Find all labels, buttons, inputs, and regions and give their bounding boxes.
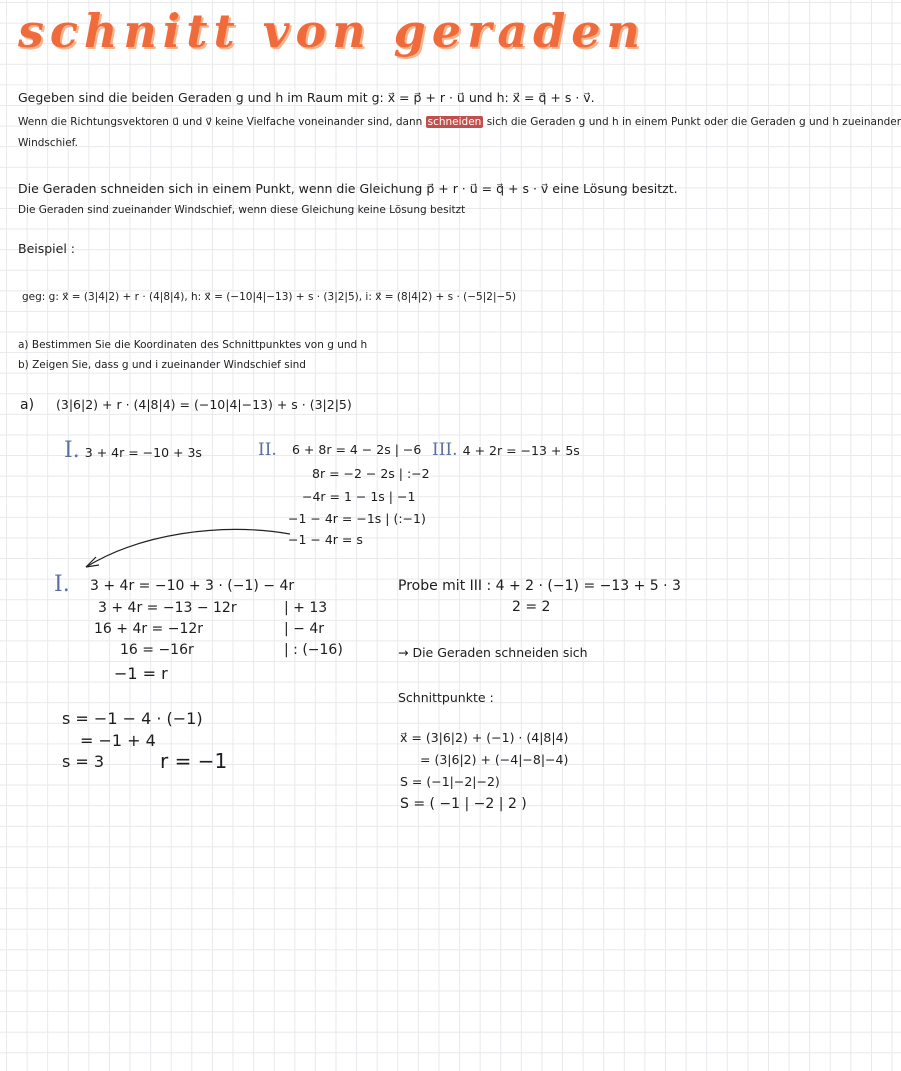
intersection-line-4: S = ( −1 | −2 | 2 ) [400,796,527,812]
intersection-line-3: S = (−1|−2|−2) [400,774,500,789]
rule-line-2: Die Geraden sind zueinander Windschief, wenn diese Gleichung keine Lösung besitzt [18,204,466,216]
task-b: b) Zeigen Sie, dass g und i zueinander Windschief sind [18,359,306,371]
intro-line-2-post: sich die Geraden g und h in einem Punkt oder die Geraden g und h zueinander [486,116,901,128]
example-given: geg: g: x⃗ = (3|4|2) + r · (4|8|4), h: x⃗ = (−10|4|−13) + s · (3|2|5), i: x⃗ = (8|4|2) + s · (−5|2|−5) [22,291,517,303]
vector-equation: (3|6|2) + r · (4|8|4) = (−10|4|−13) + s · (3|2|5) [56,397,352,412]
intersection-line-1: x⃗ = (3|6|2) + (−1) · (4|8|4) [400,730,569,745]
eq-II-line-5: −1 − 4r = s [288,532,363,547]
s-calc-line-3: s = 3 [62,752,105,771]
roman-II: II. [258,440,277,460]
intersection-line-2: = (3|6|2) + (−4|−8|−4) [420,752,569,767]
subst-op-1: | + 13 [284,600,328,616]
check-line-1: Probe mit III : 4 + 2 · (−1) = −13 + 5 · 3 [398,578,681,594]
eq-label: a) [20,397,35,413]
roman-III: III. [432,440,458,460]
eq-I-text: 3 + 4r = −10 + 3s [84,445,202,460]
eq-II-line-2: 8r = −2 − 2s | :−2 [312,466,430,481]
subst-line-3: 16 + 4r = −12r [94,621,204,637]
rule-line-1: Die Geraden schneiden sich in einem Punkt, wenn die Gleichung p⃗ + r · u⃗ = q⃗ + s · v⃗ eine Lösung besitzt. [18,181,678,196]
s-calc-line-1: s = −1 − 4 · (−1) [62,709,203,728]
example-label: Beispiel : [18,241,76,256]
intro-line-3: Windschief. [18,137,78,149]
page-title: schnitt von geraden [18,4,646,58]
roman-I-2: I. [54,572,70,597]
subst-label [54,572,70,597]
check-line-2: 2 = 2 [512,599,551,615]
check-conclusion: → Die Geraden schneiden sich [398,645,588,660]
roman-I: I. [64,438,80,463]
subst-line-4: 16 = −16r [120,642,194,658]
arrow-head [86,557,99,567]
subst-op-2: | − 4r [284,621,325,637]
subst-line-5: −1 = r [114,664,168,683]
intersection-label: Schnittpunkte : [398,690,494,705]
s-calc-line-2: = −1 + 4 [80,731,156,750]
subst-line-1: 3 + 4r = −10 + 3 · (−1) − 4r [90,578,295,594]
eq-II-line-1: 6 + 8r = 4 − 2s | −6 [292,442,422,457]
intro-line-2-pre: Wenn die Richtungsvektoren u⃗ und v⃗ keine Vielfache voneinander sind, dann [18,116,423,128]
eq-III-text: 4 + 2r = −13 + 5s [462,443,580,458]
eq-II-line-4: −1 − 4r = −1s | (:−1) [288,511,426,526]
r-value: r = −1 [160,749,228,773]
task-a: a) Bestimmen Sie die Koordinaten des Schnittpunktes von g und h [18,339,368,351]
highlight-schneiden: schneiden [427,116,482,128]
substitution-arrow [86,529,290,567]
eq-II-line-3: −4r = 1 − 1s | −1 [302,489,416,504]
subst-op-3: | : (−16) [284,642,343,658]
subst-line-2: 3 + 4r = −13 − 12r [98,600,237,616]
intro-line-1: Gegeben sind die beiden Geraden g und h im Raum mit g: x⃗ = p⃗ + r · u⃗ und h: x⃗ = q⃗ + s · v⃗. [18,90,595,105]
